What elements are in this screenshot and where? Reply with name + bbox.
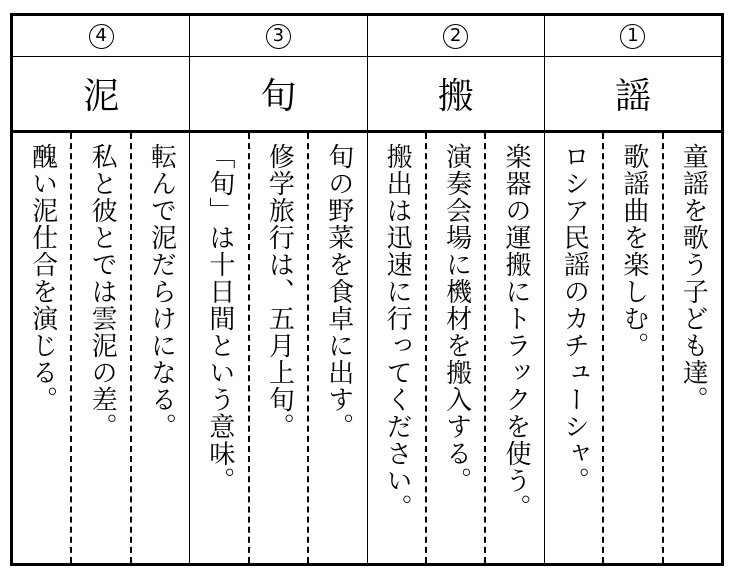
example-sentence: 転んで泥だらけになる。 bbox=[146, 143, 177, 440]
sentence-column bbox=[662, 133, 721, 563]
kanji-group-1 bbox=[544, 16, 721, 563]
example-sentence: 歌謡曲を楽しむ。 bbox=[618, 143, 649, 359]
sentence-column bbox=[545, 133, 602, 563]
sentence-column bbox=[425, 133, 484, 563]
kanji-group-4 bbox=[13, 16, 189, 563]
sentence-column bbox=[602, 133, 661, 563]
example-sentences bbox=[368, 133, 544, 563]
group-number-cell bbox=[368, 16, 544, 57]
kanji-group-3 bbox=[189, 16, 366, 563]
kanji-heading: 泥 bbox=[13, 57, 189, 133]
group-number-cell bbox=[190, 16, 366, 57]
sentence-column bbox=[307, 133, 366, 563]
example-sentence: 搬出は迅速に行ってください。 bbox=[382, 143, 413, 521]
example-sentence: 私と彼とでは雲泥の差。 bbox=[87, 143, 118, 440]
example-sentence: 楽器の運搬にトラックを使う。 bbox=[500, 143, 531, 521]
kanji-group-2 bbox=[367, 16, 544, 563]
group-number-cell bbox=[13, 16, 189, 57]
kanji-worksheet-table bbox=[10, 13, 724, 566]
sentence-column bbox=[484, 133, 543, 563]
sentence-column bbox=[248, 133, 307, 563]
circled-number: 3 bbox=[266, 24, 291, 49]
circled-number: 1 bbox=[620, 24, 645, 49]
example-sentence: 醜い泥仕合を演じる。 bbox=[27, 143, 58, 413]
example-sentence: 童謡を歌う子ども達。 bbox=[678, 143, 709, 413]
example-sentence: 「旬」は十日間という意味。 bbox=[204, 143, 235, 494]
kanji-heading: 搬 bbox=[368, 57, 544, 133]
kanji-heading: 謡 bbox=[545, 57, 721, 133]
example-sentences bbox=[190, 133, 366, 563]
example-sentence: ロシア民謡のカチューシャ。 bbox=[559, 143, 590, 494]
example-sentences bbox=[545, 133, 721, 563]
example-sentence: 修学旅行は、五月上旬。 bbox=[264, 143, 295, 440]
group-number-cell bbox=[545, 16, 721, 57]
kanji-heading: 旬 bbox=[190, 57, 366, 133]
sentence-column bbox=[13, 133, 70, 563]
example-sentences bbox=[13, 133, 189, 563]
circled-number: 4 bbox=[89, 24, 114, 49]
example-sentence: 旬の野菜を食卓に出す。 bbox=[323, 143, 354, 440]
example-sentence: 演奏会場に機材を搬入する。 bbox=[441, 143, 472, 494]
sentence-column bbox=[190, 133, 247, 563]
sentence-column bbox=[70, 133, 129, 563]
circled-number: 2 bbox=[443, 24, 468, 49]
sentence-column bbox=[130, 133, 189, 563]
sentence-column bbox=[367, 133, 424, 563]
